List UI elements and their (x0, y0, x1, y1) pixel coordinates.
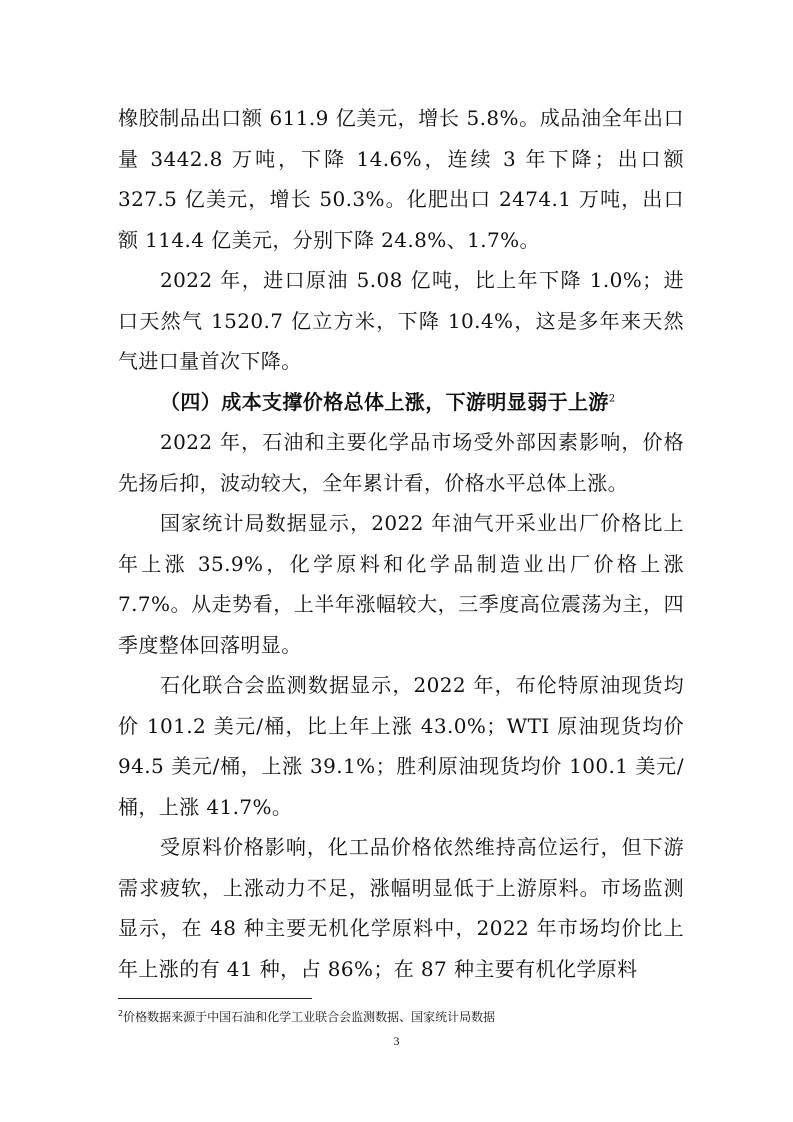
paragraph-rubber-exports: 橡胶制品出口额 611.9 亿美元，增长 5.8%。成品油全年出口量 3442.8 万吨，下降 14.6%，连续 3 年下降；出口额 327.5 亿美元，增长 50.3%。化肥出口 2474.1 万吨，出口额 114.4 亿美元，分别下降 24.8%、1.7%。 (118, 106, 684, 252)
body-text (118, 98, 684, 989)
footnote-mark: 2 (118, 1009, 124, 1018)
paragraph-statistics-bureau: 国家统计局数据显示，2022 年油气开采业出厂价格比上年上涨 35.9%，化学原料和化学品制造业出厂价格上涨 7.7%。从走势看，上半年涨幅较大，三季度高位震荡为主，四季度整体回落明显。 (118, 511, 684, 657)
paragraph-imports: 2022 年，进口原油 5.08 亿吨，比上年下降 1.0%；进口天然气 1520.7 亿立方米，下降 10.4%，这是多年来天然气进口量首次下降。 (118, 268, 684, 373)
section-heading (118, 382, 684, 423)
footnote (118, 1008, 678, 1026)
paragraph-market-overview: 2022 年，石油和主要化学品市场受外部因素影响，价格先扬后抑，波动较大，全年累计看，价格水平总体上涨。 (118, 430, 684, 495)
paragraph-crude-prices: 石化联合会监测数据显示，2022 年，布伦特原油现货均价 101.2 美元/桶，比上年上涨 43.0%；WTI 原油现货均价 94.5 美元/桶，上涨 39.1%；胜利原油现货均价 100.1 美元/桶，上涨 41.7%。 (118, 673, 684, 819)
paragraph-chemical-prices: 受原料价格影响，化工品价格依然维持高位运行，但下游需求疲软，上涨动力不足，涨幅明显低于上游原料。市场监测显示，在 48 种主要无机化学原料中，2022 年市场均价比上年上涨的有 41 种，占 86%；在 87 种主要有机化学原料 (118, 835, 684, 981)
section-heading-text: （四）成本支撑价格总体上涨，下游明显弱于上游 (160, 389, 609, 414)
page-number: 3 (393, 1034, 400, 1048)
footnote-reference: 2 (608, 392, 616, 404)
footnote-text: 价格数据来源于中国石油和化学工业联合会监测数据、国家统计局数据 (123, 1010, 496, 1024)
footnote-divider (118, 998, 312, 999)
